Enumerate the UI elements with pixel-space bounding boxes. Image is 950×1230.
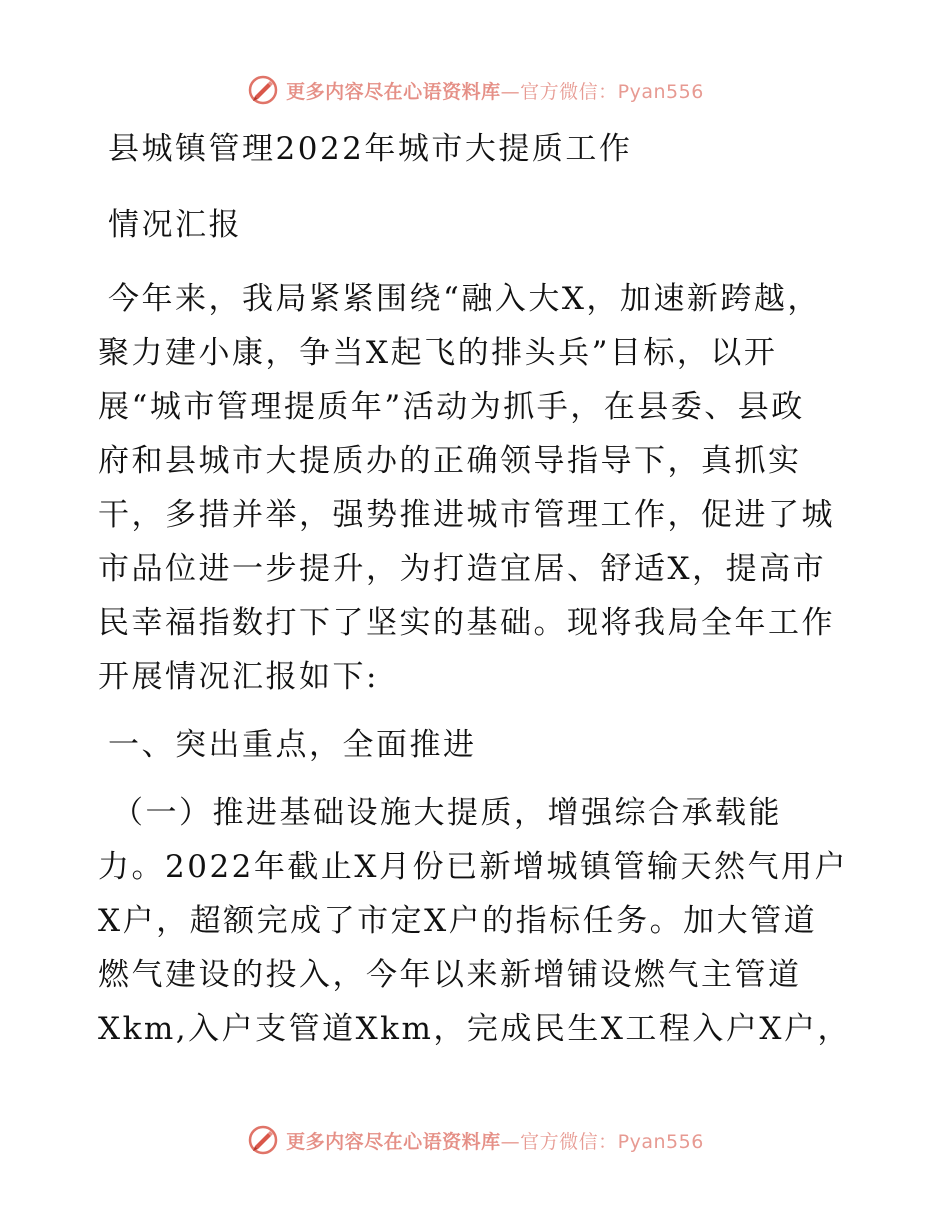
- paragraph-line: 力。2022年截止X月份已新增城镇管输天然气用户: [98, 849, 848, 885]
- intro-paragraph: [98, 272, 858, 704]
- pen-logo-icon: [246, 1123, 280, 1157]
- paragraph-line: （一）推进基础设施大提质，增强综合承载能: [112, 795, 782, 831]
- paragraph-line: 市品位进一步提升，为打造宜居、舒适X，提高市: [98, 551, 827, 587]
- section-heading: 一、突出重点，全面推进: [108, 727, 477, 763]
- paragraph-line: 展“城市管理提质年”活动为抓手，在县委、县政: [98, 389, 805, 425]
- watermark-main-text: 更多内容尽在心语资料库: [286, 1130, 501, 1153]
- paragraph-line: 府和县城市大提质办的正确领导指导下，真抓实: [98, 443, 802, 479]
- paragraph-line: 聚力建小康，争当X起飞的排头兵”目标，以开: [98, 335, 778, 371]
- watermark-main-text: 更多内容尽在心语资料库: [286, 80, 501, 103]
- subsection-paragraph: [98, 786, 858, 1056]
- paragraph-line: 燃气建设的投入，今年以来新增铺设燃气主管道: [98, 957, 802, 993]
- paragraph-line: Xkm,入户支管道Xkm，完成民生X工程入户X户，: [98, 1011, 851, 1047]
- pen-logo-icon: [246, 73, 280, 107]
- document-body: [98, 122, 858, 1056]
- watermark-banner-top: [0, 70, 950, 110]
- paragraph-line: 民幸福指数打下了坚实的基础。现将我局全年工作: [98, 605, 835, 641]
- watermark-banner-bottom: [0, 1120, 950, 1160]
- watermark-side-text: —官方微信：Pyan556: [500, 1130, 704, 1153]
- document-title-line-2: 情况汇报: [108, 207, 242, 243]
- paragraph-line: 开展情况汇报如下:: [98, 659, 379, 695]
- document-title-line-1: 县城镇管理2022年城市大提质工作: [108, 131, 633, 167]
- paragraph-line: 今年来，我局紧紧围绕“融入大X，加速新跨越，: [108, 281, 821, 317]
- paragraph-line: 干，多措并举，强势推进城市管理工作，促进了城: [98, 497, 835, 533]
- watermark-side-text: —官方微信：Pyan556: [500, 80, 704, 103]
- paragraph-line: X户，超额完成了市定X户的指标任务。加大管道: [98, 903, 818, 939]
